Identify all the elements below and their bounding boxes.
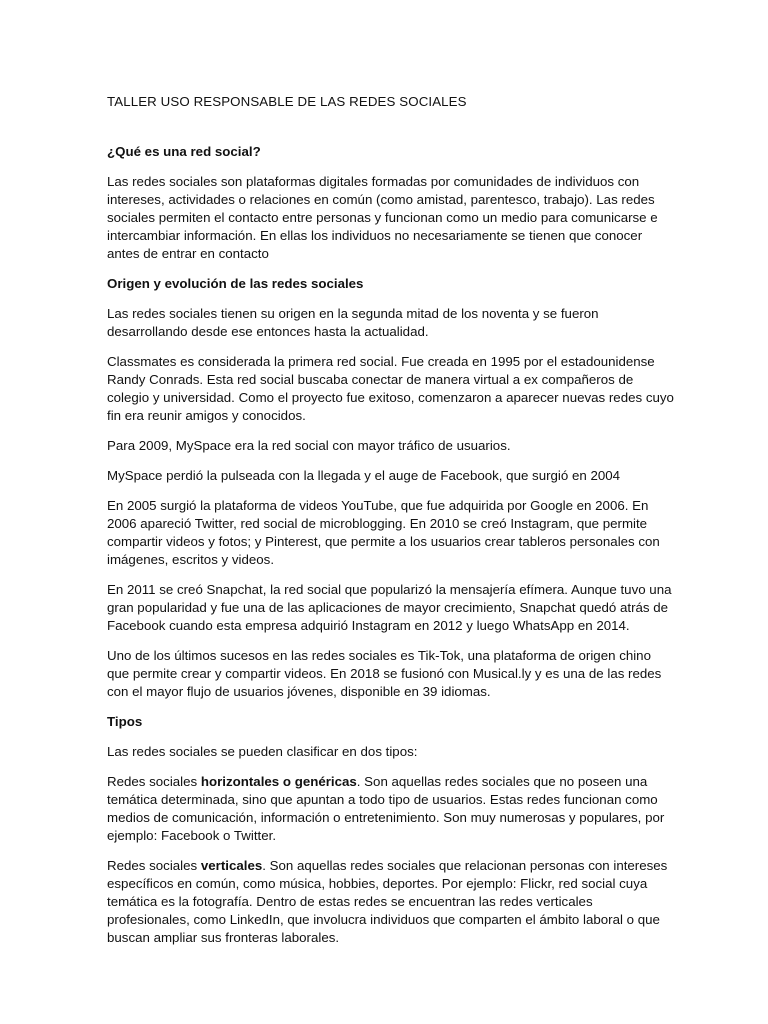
paragraph-origin-6: En 2011 se creó Snapchat, la red social que popularizó la mensajería efímera. Aunque tuvo una gran popularidad y fue una de las aplicaciones de mayor crecimiento, Snapchat quedó atrás de Facebook cuando esta empresa adquirió Instagram en 2012 y luego WhatsApp en 2014. xyxy=(107,582,672,633)
paragraph-origin-5: En 2005 surgió la plataforma de videos YouTube, que fue adquirida por Google en 2006. En 2006 apareció Twitter, red social de microblogging. En 2010 se creó Instagram, que permite compartir videos y fotos; y Pinterest, que permite a los usuarios crear tableros personales con imágenes, escritos y videos. xyxy=(107,498,660,567)
vertical-term: verticales xyxy=(200,858,263,873)
vertical-description: . Son aquellas redes sociales que relacionan personas con intereses específicos en común, como música, hobbies, deportes. Por ejemplo: Flickr, red social cuya temática es la fotografía. Dentro de estas redes se encuentran las redes verticales profesionales, como LinkedIn, que involucra individuos que comparten el ámbito laboral o que buscan ampliar sus fronteras laborales. xyxy=(107,858,668,945)
paragraph-origin-3: Para 2009, MySpace era la red social con mayor tráfico de usuarios. xyxy=(107,438,511,453)
heading-types: Tipos xyxy=(107,714,143,729)
heading-what-is-social-network: ¿Qué es una red social? xyxy=(107,144,261,159)
paragraph-origin-4: MySpace perdió la pulseada con la llegada y el auge de Facebook, que surgió en 2004 xyxy=(107,468,621,483)
paragraph-origin-7: Uno de los últimos sucesos en las redes sociales es Tik-Tok, una plataforma de origen chino que permite crear y compartir videos. En 2018 se fusionó con Musical.ly y es una de las redes con el mayor flujo de usuarios jóvenes, disponible en 39 idiomas. xyxy=(107,648,662,699)
paragraph-horizontal-networks xyxy=(107,773,676,845)
horizontal-term: horizontales o genéricas xyxy=(200,774,357,789)
heading-origin: Origen y evolución de las redes sociales xyxy=(107,276,364,291)
paragraph-definition: Las redes sociales son plataformas digitales formadas por comunidades de individuos con intereses, actividades o relaciones en común (como amistad, parentesco, trabajo). Las redes sociales permiten el contacto entre personas y funcionan como un medio para comunicarse e intercambiar información. En ellas los individuos no necesariamente se tienen que conocer antes de entrar en contacto xyxy=(107,174,658,261)
horizontal-prefix: Redes sociales xyxy=(107,774,201,789)
paragraph-vertical-networks xyxy=(107,857,676,947)
paragraph-origin-1: Las redes sociales tienen su origen en la segunda mitad de los noventa y se fueron desarrollando desde ese entonces hasta la actualidad. xyxy=(107,306,599,339)
vertical-prefix: Redes sociales xyxy=(107,858,201,873)
paragraph-types-intro: Las redes sociales se pueden clasificar en dos tipos: xyxy=(107,744,418,759)
document-title: TALLER USO RESPONSABLE DE LAS REDES SOCIALES xyxy=(107,94,467,109)
horizontal-description: . Son aquellas redes sociales que no poseen una temática determinada, sino que apuntan a todo tipo de usuarios. Estas redes funcionan como medios de comunicación, información o entretenimiento. Son muy numerosas y populares, por ejemplo: Facebook o Twitter. xyxy=(107,774,665,843)
paragraph-origin-2: Classmates es considerada la primera red social. Fue creada en 1995 por el estadounidense Randy Conrads. Esta red social buscaba conectar de manera virtual a ex compañeros de colegio y universidad. Como el proyecto fue exitoso, comenzaron a aparecer nuevas redes cuyo fin era reunir amigos y conocidos. xyxy=(107,354,674,423)
